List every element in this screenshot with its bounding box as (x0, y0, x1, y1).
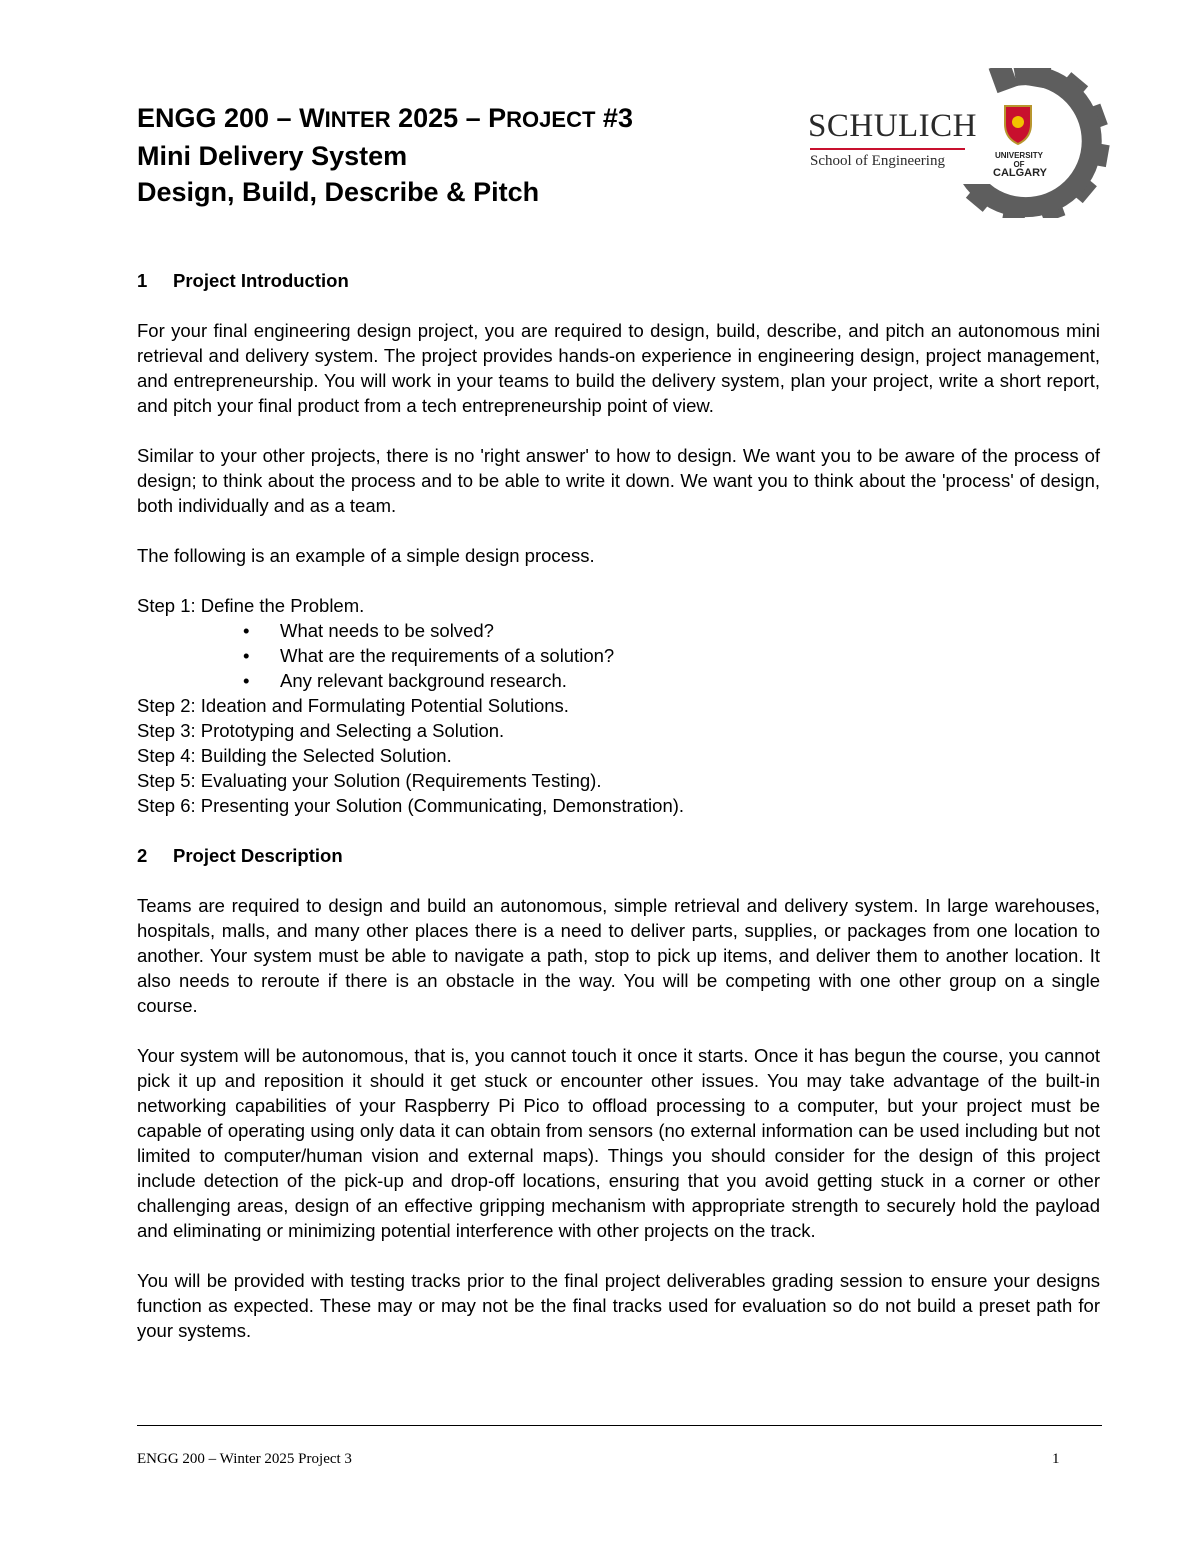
footer-text: ENGG 200 – Winter 2025 Project 3 (137, 1451, 352, 1467)
footer-divider (137, 1425, 1102, 1426)
section-title: Project Description (173, 845, 343, 866)
title-part: 2025 – P (390, 103, 507, 133)
university-label (993, 151, 1045, 178)
document-body (137, 268, 1100, 1343)
design-step: Step 2: Ideation and Formulating Potential Solutions. (137, 695, 569, 716)
title-subtitle: Design, Build, Describe & Pitch (137, 177, 540, 207)
university-label-name: CALGARY (993, 167, 1047, 179)
document-title (137, 100, 777, 210)
list-item: • Any relevant background research. (243, 668, 1100, 693)
section-heading-1 (137, 268, 1100, 293)
section-title: Project Introduction (173, 270, 349, 291)
list-item: • What are the requirements of a solution? (243, 643, 1100, 668)
section-heading-2 (137, 843, 1100, 868)
logo-divider (810, 148, 965, 150)
design-step: Step 6: Presenting your Solution (Communicating, Demonstration). (137, 795, 685, 816)
paragraph: Your system will be autonomous, that is, you cannot touch it once it starts. Once it has begun the course, you cannot pick it up and reposition it should it get stuck or encounter other issues. You may take advantage of the built-in networking capabilities of your Raspberry Pi Pico to offload processing to a computer, but your project must be capable of operating using only data it can obtain from sensors (no external information can be used including but not limited to computer/human vision and external maps). Things you should consider for the design of this project include detection of the pick-up and drop-off locations, ensuring that you avoid getting stuck in a corner or other challenging areas, design of an effective gripping mechanism with appropriate strength to securely hold the payload and eliminating or minimizing potential interference with other projects on the track. (137, 1045, 1100, 1241)
university-label-top: UNIVERSITY OF (994, 151, 1043, 169)
bullet-list (137, 618, 1100, 693)
design-step: Step 4: Building the Selected Solution. (137, 745, 452, 766)
title-part: ENGG 200 – W (137, 103, 325, 133)
title-course-line (137, 100, 777, 138)
design-step: Step 1: Define the Problem. (137, 595, 365, 616)
logo-wordmark: SCHULICH (808, 108, 978, 144)
paragraph: Teams are required to design and build an autonomous, simple retrieval and delivery system. In large warehouses, hospitals, malls, and many other places there is a need to deliver parts, supplies, or packages from one location to another. Your system must be able to navigate a path, stop to pick up items, and deliver them to another location. It also needs to reroute if there is an obstacle in the way. You will be competing with one other group on a single course. (137, 895, 1100, 1016)
page-number: 1 (1052, 1451, 1060, 1467)
design-step: Step 3: Prototyping and Selecting a Solution. (137, 720, 505, 741)
title-part-smallcaps: ROJECT (506, 107, 596, 132)
title-part: #3 (595, 103, 633, 133)
paragraph: For your final engineering design project, you are required to design, build, describe, and pitch an autonomous mini retrieval and delivery system. The project provides hands-on experience in engineering design, project management, and entrepreneurship. You will work in your teams to build the delivery system, plan your project, write a short report, and pitch your final product from a tech entrepreneurship point of view. (137, 320, 1100, 416)
title-project-name: Mini Delivery System (137, 141, 408, 171)
title-part-smallcaps: INTER (324, 107, 391, 132)
logo-subtitle: School of Engineering (810, 153, 945, 169)
list-item: • What needs to be solved? (243, 618, 1100, 643)
paragraph: Similar to your other projects, there is no 'right answer' to how to design. We want you to be aware of the process of design; to think about the process and to be able to write it down. We want you to think about the 'process' of design, both individually and as a team. (137, 445, 1100, 516)
section-number: 2 (137, 845, 148, 866)
schulich-logo (805, 68, 1110, 218)
paragraph: The following is an example of a simple design process. (137, 545, 595, 566)
paragraph: You will be provided with testing tracks prior to the final project deliverables grading session to ensure your designs function as expected. These may or may not be the final tracks used for evaluation so do not build a preset path for your systems. (137, 1270, 1100, 1341)
design-step: Step 5: Evaluating your Solution (Requirements Testing). (137, 770, 602, 791)
section-number: 1 (137, 270, 148, 291)
